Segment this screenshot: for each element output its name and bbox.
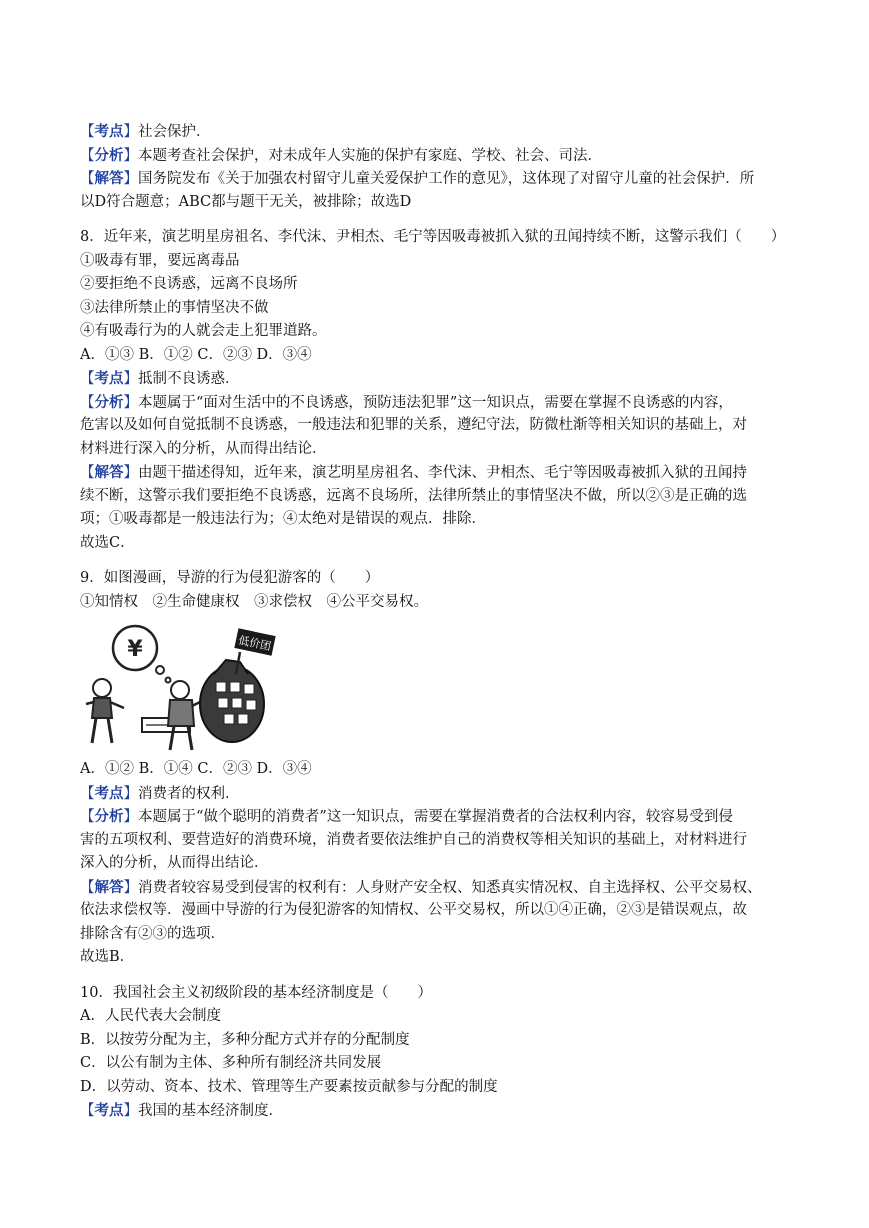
q10-option-c: C．以公有制为主体、多种所有制经济共同发展 <box>80 1055 382 1071</box>
q8-stem: 8．近年来，演艺明星房祖名、李代沫、尹相杰、毛宁等因吸毒被抓入狱的丑闻持续不断，这警示我们（ ） <box>80 229 786 245</box>
jieda-tag: 解答 <box>94 464 124 481</box>
q7-jieda-line: 【解答】国务院发布《关于加强农村留守儿童关爱保护工作的意见》，这体现了对留守儿童的社会保护．所 <box>80 170 755 187</box>
q7-kaodian-line: 【考点】社会保护． <box>80 123 211 140</box>
q9-jieda-line: 【解答】消费者较容易受到侵害的权利有：人身财产安全权、知悉真实情况权、自主选择权、公平交易权、 <box>80 878 762 896</box>
sign-text: 低价团 <box>237 633 273 654</box>
kaodian-tag: 考点 <box>94 123 124 140</box>
q9-jieda-text-3: 排除含有②③的选项． <box>80 925 225 942</box>
tourist-head <box>93 679 111 697</box>
q9-fenxi-text-1: 本题属于“做个聪明的消费者”这一知识点，需要在掌握消费者的合法权利内容，较容易受到侵 <box>138 809 733 825</box>
q7-fenxi-text: 本题考查社会保护，对未成年人实施的保护有家庭、学校、社会、司法． <box>138 147 602 164</box>
q8-fenxi-text-1: 本题属于“面对生活中的不良诱惑，预防违法犯罪”这一知识点，需要在掌握不良诱惑的内容， <box>138 394 733 411</box>
q8-item-3: ③法律所禁止的事情坚决不做 <box>80 299 269 316</box>
jieda-tag: 解答 <box>94 878 124 896</box>
q7-jieda-text-2: 以D符合题意；ABC都与题干无关，被排除；故选D <box>80 193 412 210</box>
q8-fenxi-text-2: 危害以及如何自觉抵制不良诱惑，一般违法和犯罪的关系，遵纪守法，防微杜渐等相关知识的基础上，对 <box>80 417 747 433</box>
q9-kaodian-line: 【考点】消费者的权利． <box>80 784 240 802</box>
q9-options: A．①② B．①④ C．②③ D．③④ <box>80 761 312 777</box>
q10-option-b: B．以按劳分配为主，多种分配方式并存的分配制度 <box>80 1031 410 1048</box>
q10-kaodian-text: 我国的基本经济制度． <box>138 1103 283 1119</box>
q8-fenxi-text-3: 材料进行深入的分析，从而得出结论． <box>80 440 327 457</box>
kaodian-tag: 考点 <box>94 1102 124 1119</box>
q10-kaodian-line: 【考点】我国的基本经济制度． <box>80 1102 283 1119</box>
fenxi-tag: 分析 <box>94 146 124 164</box>
q7-jieda-text-1: 国务院发布《关于加强农村留守儿童关爱保护工作的意见》，这体现了对留守儿童的社会保护．所 <box>138 171 755 187</box>
q9-fenxi-text-3: 深入的分析，从而得出结论． <box>80 855 269 871</box>
q8-kaodian-text: 抵制不良诱惑． <box>138 371 240 387</box>
q10-option-d: D．以劳动、资本、技术、管理等生产要素按贡献参与分配的制度 <box>80 1078 498 1095</box>
guide-head <box>171 681 189 699</box>
q8-item-2: ②要拒绝不良诱惑，远离不良场所 <box>80 276 298 292</box>
q7-kaodian-text: 社会保护． <box>138 124 211 140</box>
fenxi-tag: 分析 <box>94 808 124 825</box>
jieda-tag: 解答 <box>94 170 124 187</box>
q9-kaodian-text: 消费者的权利． <box>138 785 240 802</box>
q10-option-a: A．人民代表大会制度 <box>80 1008 221 1024</box>
q8-conclusion: 故选C． <box>80 534 135 551</box>
q7-fenxi-line: 【分析】本题考查社会保护，对未成年人实施的保护有家庭、学校、社会、司法． <box>80 146 602 164</box>
q9-fenxi-text-2: 害的五项权利、要营造好的消费环境，消费者要依法维护自己的消费权等相关知识的基础上，对材料进行 <box>80 831 747 848</box>
kaodian-tag: 考点 <box>94 370 124 387</box>
q10-stem: 10．我国社会主义初级阶段的基本经济制度是（ ） <box>80 984 432 1001</box>
q8-fenxi-line: 【分析】本题属于“面对生活中的不良诱惑，预防违法犯罪”这一知识点，需要在掌握不良诱惑的内容， <box>80 393 733 411</box>
q8-jieda-text-1: 由题干描述得知，近年来，演艺明星房祖名、李代沫、尹相杰、毛宁等因吸毒被抓入狱的丑闻持 <box>138 465 747 481</box>
q9-jieda-text-2: 依法求偿权等．漫画中导游的行为侵犯游客的知情权、公平交易权，所以①④正确，②③是错误观点，故 <box>80 902 747 918</box>
cartoon-illustration <box>80 618 276 756</box>
guide-body <box>168 700 194 726</box>
fenxi-tag: 分析 <box>94 393 124 411</box>
q9-items: ①知情权 ②生命健康权 ③求偿权 ④公平交易权。 <box>80 593 428 610</box>
q9-conclusion: 故选B． <box>80 949 135 965</box>
kaodian-tag: 考点 <box>94 784 124 802</box>
q9-fenxi-line: 【分析】本题属于“做个聪明的消费者”这一知识点，需要在掌握消费者的合法权利内容，较容易受到侵 <box>80 808 733 825</box>
q9-cartoon-image <box>80 618 790 756</box>
tourist-body <box>92 698 112 718</box>
q9-stem: 9．如图漫画，导游的行为侵犯游客的（ ） <box>80 570 380 586</box>
q9-jieda-text-1: 消费者较容易受到侵害的权利有：人身财产安全权、知悉真实情况权、自主选择权、公平交易权、 <box>138 879 762 896</box>
document-content <box>80 120 790 1123</box>
coin-symbol: ¥ <box>127 637 143 662</box>
q8-options: A．①③ B．①② C．②③ D．③④ <box>80 346 312 363</box>
q8-jieda-text-2: 续不断，这警示我们要拒绝不良诱惑，远离不良场所，法律所禁止的事情坚决不做，所以②③是正确的选 <box>80 487 747 504</box>
q8-item-1: ①吸毒有罪，要远离毒品 <box>80 252 240 269</box>
q8-item-4: ④有吸毒行为的人就会走上犯罪道路。 <box>80 323 327 339</box>
q8-jieda-text-3: 项；①吸毒都是一般违法行为；④太绝对是错误的观点．排除． <box>80 511 486 527</box>
q8-jieda-line: 【解答】由题干描述得知，近年来，演艺明星房祖名、李代沫、尹相杰、毛宁等因吸毒被抓入狱的丑闻持 <box>80 464 747 481</box>
q8-kaodian-line: 【考点】抵制不良诱惑． <box>80 370 240 387</box>
